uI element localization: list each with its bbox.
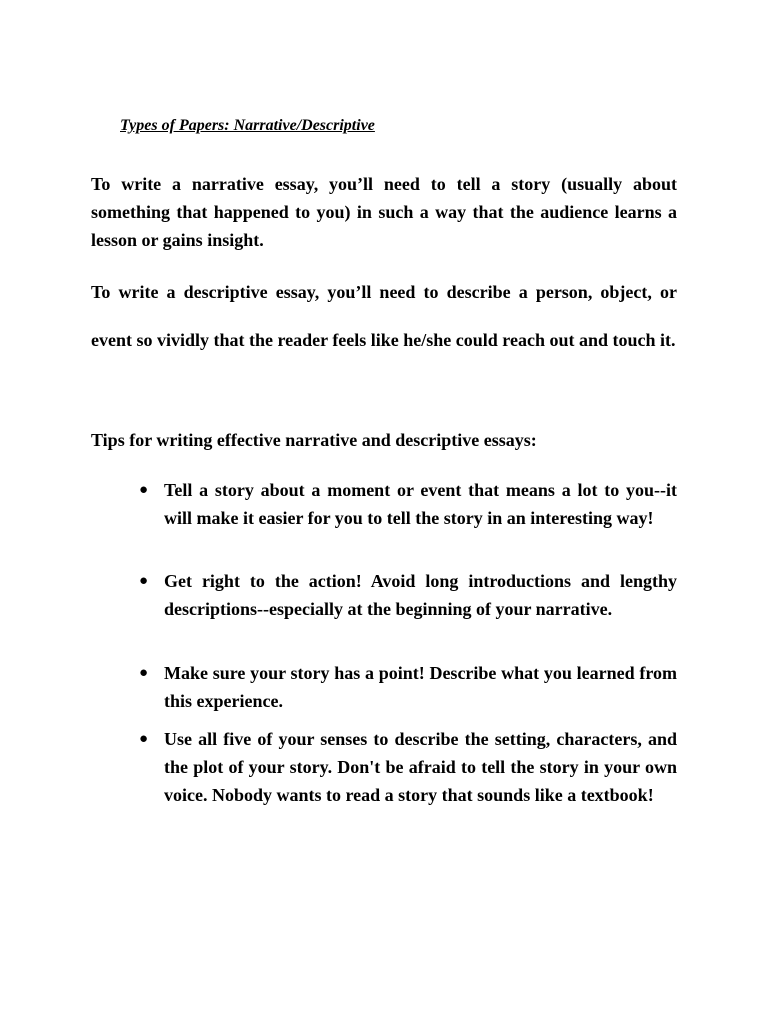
- narrative-paragraph: To write a narrative essay, you’ll need to tell a story (usually about something that happened to you) in such a way that the audience learns a lesson or gains insight.: [91, 174, 677, 250]
- bullet-dot-icon: ●: [139, 482, 149, 498]
- tips-heading: Tips for writing effective narrative and descriptive essays:: [91, 430, 537, 450]
- tip-text: Use all five of your senses to describe the setting, characters, and the plot of your story. Don't be afraid to tell the story in your own voice. Nobody wants to read a story that sounds like a textbook!: [164, 729, 677, 805]
- tip-item: [139, 476, 677, 532]
- tip-item: [139, 567, 677, 623]
- document-title: Types of Papers: Narrative/Descriptive: [120, 117, 375, 134]
- bullet-dot-icon: ●: [139, 573, 149, 589]
- bullet-dot-icon: ●: [139, 665, 149, 681]
- tip-text: Get right to the action! Avoid long introductions and lengthy descriptions--especially at the beginning of your narrative.: [164, 571, 677, 619]
- tip-item: [139, 659, 677, 715]
- tip-text: Tell a story about a moment or event that means a lot to you--it will make it easier for you to tell the story in an interesting way!: [164, 480, 677, 528]
- bullet-dot-icon: ●: [139, 731, 149, 747]
- tip-text: Make sure your story has a point! Describe what you learned from this experience.: [164, 663, 677, 711]
- descriptive-paragraph: To write a descriptive essay, you’ll need to describe a person, object, or event so vividly that the reader feels like he/she could reach out and touch it.: [91, 282, 677, 350]
- tip-item: [139, 725, 677, 809]
